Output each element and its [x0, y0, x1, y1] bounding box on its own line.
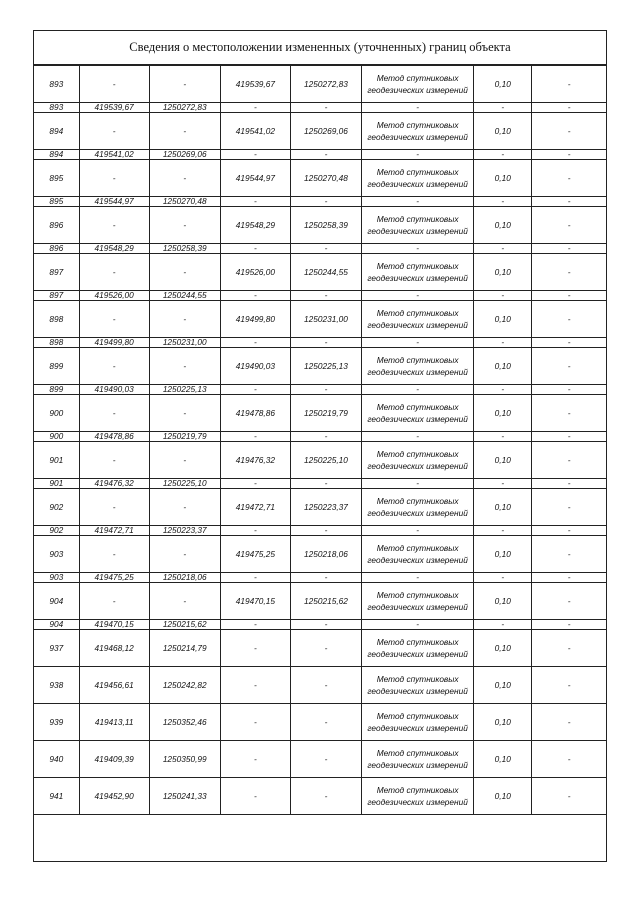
- y-new-cell: 1250231,00: [290, 301, 361, 338]
- y-existing-cell: -: [149, 160, 220, 197]
- x-new-cell: 419470,15: [220, 583, 290, 620]
- y-new-cell: -: [290, 526, 361, 536]
- description-cell: -: [532, 291, 606, 301]
- table-row: [34, 479, 606, 489]
- y-new-cell: 1250225,10: [290, 442, 361, 479]
- method-cell: Метод спутниковых геодезических измерений: [362, 66, 474, 103]
- accuracy-cell: 0,10: [474, 778, 532, 815]
- table-row: [34, 66, 606, 103]
- y-new-cell: -: [290, 778, 361, 815]
- y-existing-cell: 1250352,46: [149, 704, 220, 741]
- table-row: [34, 150, 606, 160]
- accuracy-cell: 0,10: [474, 536, 532, 573]
- accuracy-cell: 0,10: [474, 254, 532, 291]
- point-number-cell: 901: [34, 442, 79, 479]
- x-existing-cell: 419490,03: [79, 385, 149, 395]
- point-number-cell: 894: [34, 150, 79, 160]
- description-cell: -: [532, 348, 606, 385]
- method-cell: Метод спутниковых геодезических измерений: [362, 583, 474, 620]
- table-row: [34, 667, 606, 704]
- y-existing-cell: 1250231,00: [149, 338, 220, 348]
- x-existing-cell: 419409,39: [79, 741, 149, 778]
- x-existing-cell: 419470,15: [79, 620, 149, 630]
- x-existing-cell: -: [79, 442, 149, 479]
- point-number-cell: 894: [34, 113, 79, 150]
- description-cell: -: [532, 778, 606, 815]
- x-new-cell: 419526,00: [220, 254, 290, 291]
- x-existing-cell: -: [79, 395, 149, 432]
- x-new-cell: -: [220, 778, 290, 815]
- description-cell: -: [532, 207, 606, 244]
- method-cell: Метод спутниковых геодезических измерений: [362, 667, 474, 704]
- description-cell: -: [532, 526, 606, 536]
- accuracy-cell: 0,10: [474, 66, 532, 103]
- x-new-cell: -: [220, 704, 290, 741]
- y-existing-cell: 1250272,83: [149, 103, 220, 113]
- description-cell: -: [532, 160, 606, 197]
- method-cell: Метод спутниковых геодезических измерений: [362, 254, 474, 291]
- table-row: [34, 536, 606, 573]
- x-new-cell: 419548,29: [220, 207, 290, 244]
- accuracy-cell: 0,10: [474, 704, 532, 741]
- point-number-cell: 901: [34, 479, 79, 489]
- x-existing-cell: -: [79, 583, 149, 620]
- table-row: [34, 113, 606, 150]
- method-cell: -: [362, 385, 474, 395]
- y-existing-cell: 1250242,82: [149, 667, 220, 704]
- y-existing-cell: -: [149, 489, 220, 526]
- method-cell: -: [362, 103, 474, 113]
- y-new-cell: -: [290, 479, 361, 489]
- accuracy-cell: 0,10: [474, 667, 532, 704]
- x-existing-cell: 419468,12: [79, 630, 149, 667]
- method-cell: Метод спутниковых геодезических измерений: [362, 207, 474, 244]
- x-new-cell: -: [220, 630, 290, 667]
- method-cell: Метод спутниковых геодезических измерений: [362, 442, 474, 479]
- accuracy-cell: -: [474, 103, 532, 113]
- x-existing-cell: 419452,90: [79, 778, 149, 815]
- description-cell: -: [532, 442, 606, 479]
- x-existing-cell: 419475,25: [79, 573, 149, 583]
- table-row: [34, 432, 606, 442]
- table-row: [34, 741, 606, 778]
- description-cell: -: [532, 667, 606, 704]
- x-existing-cell: -: [79, 489, 149, 526]
- method-cell: Метод спутниковых геодезических измерений: [362, 160, 474, 197]
- point-number-cell: 899: [34, 348, 79, 385]
- y-existing-cell: 1250269,06: [149, 150, 220, 160]
- description-cell: -: [532, 741, 606, 778]
- y-new-cell: 1250269,06: [290, 113, 361, 150]
- x-existing-cell: 419456,61: [79, 667, 149, 704]
- table-row: [34, 385, 606, 395]
- x-new-cell: 419541,02: [220, 113, 290, 150]
- table-row: [34, 160, 606, 197]
- x-existing-cell: -: [79, 66, 149, 103]
- accuracy-cell: 0,10: [474, 113, 532, 150]
- y-new-cell: -: [290, 197, 361, 207]
- y-new-cell: -: [290, 620, 361, 630]
- y-existing-cell: -: [149, 442, 220, 479]
- y-existing-cell: -: [149, 207, 220, 244]
- x-new-cell: -: [220, 667, 290, 704]
- description-cell: -: [532, 113, 606, 150]
- y-existing-cell: 1250225,10: [149, 479, 220, 489]
- point-number-cell: 896: [34, 244, 79, 254]
- point-number-cell: 896: [34, 207, 79, 244]
- method-cell: Метод спутниковых геодезических измерений: [362, 704, 474, 741]
- table-row: [34, 103, 606, 113]
- accuracy-cell: 0,10: [474, 630, 532, 667]
- y-existing-cell: -: [149, 301, 220, 338]
- method-cell: Метод спутниковых геодезических измерений: [362, 113, 474, 150]
- x-new-cell: -: [220, 291, 290, 301]
- x-new-cell: -: [220, 432, 290, 442]
- point-number-cell: 897: [34, 291, 79, 301]
- x-new-cell: -: [220, 526, 290, 536]
- table-row: [34, 630, 606, 667]
- point-number-cell: 939: [34, 704, 79, 741]
- description-cell: -: [532, 254, 606, 291]
- y-new-cell: 1250270,48: [290, 160, 361, 197]
- x-existing-cell: -: [79, 348, 149, 385]
- method-cell: -: [362, 526, 474, 536]
- y-new-cell: -: [290, 432, 361, 442]
- accuracy-cell: -: [474, 197, 532, 207]
- x-existing-cell: 419472,71: [79, 526, 149, 536]
- description-cell: -: [532, 573, 606, 583]
- method-cell: Метод спутниковых геодезических измерений: [362, 348, 474, 385]
- point-number-cell: 904: [34, 620, 79, 630]
- description-cell: -: [532, 66, 606, 103]
- y-existing-cell: 1250244,55: [149, 291, 220, 301]
- description-cell: -: [532, 197, 606, 207]
- table-row: [34, 197, 606, 207]
- y-new-cell: -: [290, 704, 361, 741]
- accuracy-cell: -: [474, 620, 532, 630]
- point-number-cell: 941: [34, 778, 79, 815]
- x-existing-cell: 419544,97: [79, 197, 149, 207]
- x-new-cell: -: [220, 103, 290, 113]
- accuracy-cell: -: [474, 432, 532, 442]
- point-number-cell: 900: [34, 432, 79, 442]
- method-cell: -: [362, 291, 474, 301]
- point-number-cell: 938: [34, 667, 79, 704]
- point-number-cell: 940: [34, 741, 79, 778]
- x-existing-cell: 419478,86: [79, 432, 149, 442]
- description-cell: -: [532, 103, 606, 113]
- y-new-cell: -: [290, 244, 361, 254]
- coordinates-table: [34, 65, 606, 815]
- x-existing-cell: -: [79, 113, 149, 150]
- accuracy-cell: 0,10: [474, 395, 532, 432]
- table-row: [34, 778, 606, 815]
- x-new-cell: 419478,86: [220, 395, 290, 432]
- y-new-cell: 1250225,13: [290, 348, 361, 385]
- accuracy-cell: -: [474, 479, 532, 489]
- table-row: [34, 442, 606, 479]
- x-new-cell: -: [220, 385, 290, 395]
- y-new-cell: -: [290, 741, 361, 778]
- y-new-cell: -: [290, 291, 361, 301]
- table-row: [34, 244, 606, 254]
- x-new-cell: 419472,71: [220, 489, 290, 526]
- y-new-cell: 1250258,39: [290, 207, 361, 244]
- y-existing-cell: 1250223,37: [149, 526, 220, 536]
- y-new-cell: -: [290, 630, 361, 667]
- y-new-cell: 1250272,83: [290, 66, 361, 103]
- y-new-cell: 1250244,55: [290, 254, 361, 291]
- x-existing-cell: -: [79, 160, 149, 197]
- point-number-cell: 899: [34, 385, 79, 395]
- y-new-cell: -: [290, 150, 361, 160]
- x-existing-cell: 419541,02: [79, 150, 149, 160]
- x-new-cell: -: [220, 150, 290, 160]
- accuracy-cell: -: [474, 526, 532, 536]
- page-title: Сведения о местоположении измененных (уточненных) границ объекта: [34, 31, 606, 65]
- point-number-cell: 895: [34, 160, 79, 197]
- description-cell: -: [532, 536, 606, 573]
- description-cell: -: [532, 489, 606, 526]
- y-new-cell: 1250223,37: [290, 489, 361, 526]
- x-existing-cell: 419476,32: [79, 479, 149, 489]
- y-existing-cell: 1250215,62: [149, 620, 220, 630]
- accuracy-cell: 0,10: [474, 583, 532, 620]
- description-cell: -: [532, 150, 606, 160]
- accuracy-cell: 0,10: [474, 207, 532, 244]
- description-cell: -: [532, 244, 606, 254]
- description-cell: -: [532, 432, 606, 442]
- accuracy-cell: -: [474, 573, 532, 583]
- y-existing-cell: 1250258,39: [149, 244, 220, 254]
- x-new-cell: 419499,80: [220, 301, 290, 338]
- description-cell: -: [532, 338, 606, 348]
- y-new-cell: -: [290, 667, 361, 704]
- table-row: [34, 620, 606, 630]
- method-cell: Метод спутниковых геодезических измерений: [362, 778, 474, 815]
- point-number-cell: 898: [34, 338, 79, 348]
- point-number-cell: 893: [34, 66, 79, 103]
- y-existing-cell: 1250214,79: [149, 630, 220, 667]
- table-row: [34, 207, 606, 244]
- y-existing-cell: 1250241,33: [149, 778, 220, 815]
- method-cell: -: [362, 338, 474, 348]
- table-row: [34, 704, 606, 741]
- table-row: [34, 489, 606, 526]
- y-new-cell: 1250218,06: [290, 536, 361, 573]
- method-cell: Метод спутниковых геодезических измерений: [362, 395, 474, 432]
- table-row: [34, 348, 606, 385]
- table-row: [34, 291, 606, 301]
- description-cell: -: [532, 704, 606, 741]
- point-number-cell: 904: [34, 583, 79, 620]
- x-existing-cell: 419548,29: [79, 244, 149, 254]
- description-cell: -: [532, 620, 606, 630]
- method-cell: -: [362, 150, 474, 160]
- x-new-cell: -: [220, 620, 290, 630]
- document-sheet: [33, 30, 607, 862]
- x-new-cell: -: [220, 741, 290, 778]
- accuracy-cell: 0,10: [474, 442, 532, 479]
- method-cell: -: [362, 620, 474, 630]
- x-existing-cell: -: [79, 301, 149, 338]
- x-new-cell: -: [220, 244, 290, 254]
- method-cell: -: [362, 432, 474, 442]
- table-row: [34, 573, 606, 583]
- x-existing-cell: -: [79, 207, 149, 244]
- accuracy-cell: 0,10: [474, 301, 532, 338]
- x-existing-cell: 419526,00: [79, 291, 149, 301]
- method-cell: Метод спутниковых геодезических измерений: [362, 630, 474, 667]
- point-number-cell: 898: [34, 301, 79, 338]
- description-cell: -: [532, 583, 606, 620]
- x-existing-cell: -: [79, 536, 149, 573]
- accuracy-cell: -: [474, 150, 532, 160]
- y-new-cell: 1250219,79: [290, 395, 361, 432]
- method-cell: Метод спутниковых геодезических измерений: [362, 301, 474, 338]
- y-existing-cell: -: [149, 583, 220, 620]
- point-number-cell: 902: [34, 526, 79, 536]
- accuracy-cell: 0,10: [474, 348, 532, 385]
- y-new-cell: -: [290, 103, 361, 113]
- method-cell: -: [362, 573, 474, 583]
- x-existing-cell: 419413,11: [79, 704, 149, 741]
- accuracy-cell: 0,10: [474, 160, 532, 197]
- point-number-cell: 937: [34, 630, 79, 667]
- x-new-cell: 419476,32: [220, 442, 290, 479]
- point-number-cell: 900: [34, 395, 79, 432]
- method-cell: Метод спутниковых геодезических измерений: [362, 536, 474, 573]
- x-new-cell: -: [220, 573, 290, 583]
- y-existing-cell: 1250225,13: [149, 385, 220, 395]
- point-number-cell: 902: [34, 489, 79, 526]
- method-cell: -: [362, 244, 474, 254]
- point-number-cell: 903: [34, 573, 79, 583]
- x-new-cell: 419490,03: [220, 348, 290, 385]
- y-existing-cell: -: [149, 254, 220, 291]
- table-row: [34, 526, 606, 536]
- y-existing-cell: -: [149, 348, 220, 385]
- table-row: [34, 254, 606, 291]
- y-existing-cell: 1250219,79: [149, 432, 220, 442]
- y-existing-cell: 1250350,99: [149, 741, 220, 778]
- y-existing-cell: -: [149, 395, 220, 432]
- x-new-cell: -: [220, 338, 290, 348]
- y-existing-cell: -: [149, 66, 220, 103]
- table-row: [34, 395, 606, 432]
- x-existing-cell: 419539,67: [79, 103, 149, 113]
- x-existing-cell: -: [79, 254, 149, 291]
- y-new-cell: -: [290, 573, 361, 583]
- accuracy-cell: -: [474, 291, 532, 301]
- point-number-cell: 897: [34, 254, 79, 291]
- y-new-cell: -: [290, 385, 361, 395]
- y-new-cell: 1250215,62: [290, 583, 361, 620]
- description-cell: -: [532, 630, 606, 667]
- x-new-cell: 419475,25: [220, 536, 290, 573]
- x-new-cell: -: [220, 197, 290, 207]
- method-cell: Метод спутниковых геодезических измерений: [362, 489, 474, 526]
- table-row: [34, 301, 606, 338]
- accuracy-cell: -: [474, 338, 532, 348]
- point-number-cell: 893: [34, 103, 79, 113]
- accuracy-cell: -: [474, 244, 532, 254]
- y-existing-cell: -: [149, 536, 220, 573]
- table-row: [34, 338, 606, 348]
- y-existing-cell: 1250270,48: [149, 197, 220, 207]
- point-number-cell: 895: [34, 197, 79, 207]
- y-new-cell: -: [290, 338, 361, 348]
- x-new-cell: 419539,67: [220, 66, 290, 103]
- table-row: [34, 583, 606, 620]
- description-cell: -: [532, 479, 606, 489]
- method-cell: Метод спутниковых геодезических измерений: [362, 741, 474, 778]
- point-number-cell: 903: [34, 536, 79, 573]
- x-new-cell: -: [220, 479, 290, 489]
- x-existing-cell: 419499,80: [79, 338, 149, 348]
- accuracy-cell: -: [474, 385, 532, 395]
- y-existing-cell: -: [149, 113, 220, 150]
- x-new-cell: 419544,97: [220, 160, 290, 197]
- description-cell: -: [532, 301, 606, 338]
- description-cell: -: [532, 395, 606, 432]
- accuracy-cell: 0,10: [474, 489, 532, 526]
- y-existing-cell: 1250218,06: [149, 573, 220, 583]
- description-cell: -: [532, 385, 606, 395]
- method-cell: -: [362, 479, 474, 489]
- accuracy-cell: 0,10: [474, 741, 532, 778]
- method-cell: -: [362, 197, 474, 207]
